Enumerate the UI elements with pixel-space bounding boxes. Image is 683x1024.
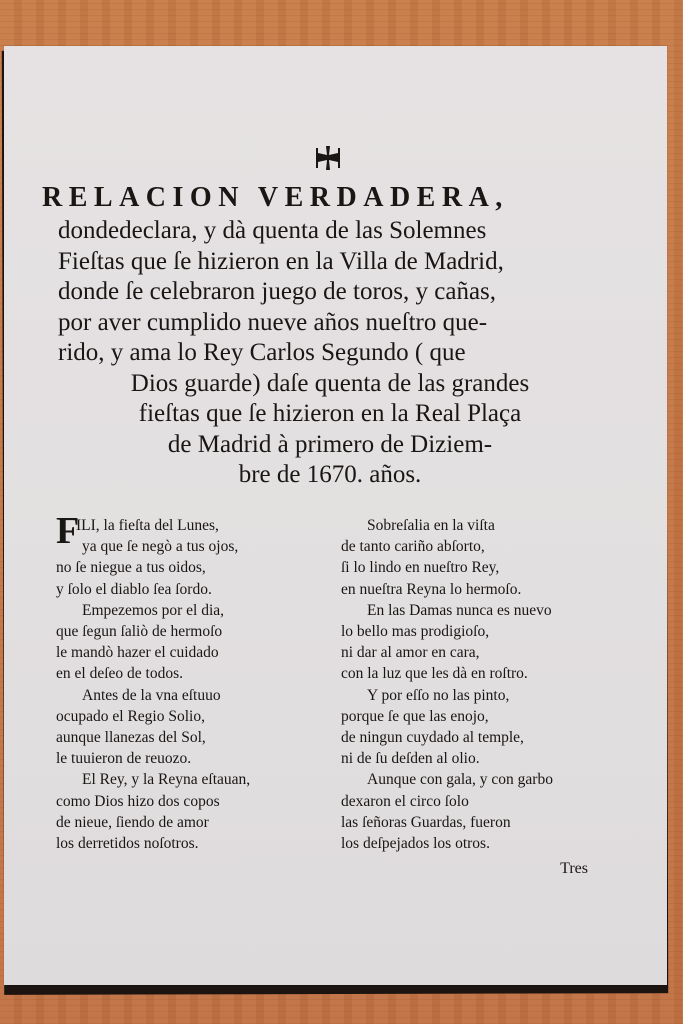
title-block: [40, 180, 620, 491]
title-line-5: rido, y ama lo Rey Carlos Segundo ( que: [58, 339, 466, 366]
left-column: [56, 510, 321, 895]
title-line-4: por aver cumplido nueve años nueſtro que-: [58, 308, 488, 336]
title-line-9: bre de 1670. años.: [238, 461, 422, 488]
verse-line: los derretidos noſotros.: [56, 835, 199, 853]
maltese-cross-icon: [312, 144, 344, 172]
verse-line: y ſolo el diablo ſea ſordo.: [56, 580, 212, 598]
title-line-3: donde ſe celebraron juego de toros, y cañas,: [58, 278, 497, 305]
verse-line: las ſeñoras Guardas, fueron: [341, 813, 511, 831]
verse-line: Y por eſſo no las pinto,: [367, 686, 510, 704]
title-line-2: Fieſtas que ſe hizieron en la Villa de Madrid,: [58, 247, 504, 275]
title-line-8: de Madrid à primero de Diziem-: [167, 430, 493, 458]
title-line-7: fieſtas que ſe hizieron en la Real Plaça: [138, 400, 522, 427]
verse-line: lo bello mas prodigioſo,: [341, 623, 490, 641]
title-line-1: dondedeclara, y dà quenta de las Solemnes: [58, 217, 487, 244]
verse-line: en nueſtra Reyna lo hermoſo.: [341, 580, 522, 598]
catchword: Tres: [560, 860, 588, 878]
verse-line: le mandò hazer el cuidado: [56, 644, 219, 662]
right-column: [341, 515, 596, 895]
verse-line: en el deſeo de todos.: [56, 665, 183, 683]
verse-line: de tanto cariño abſorto,: [341, 538, 485, 556]
verse-columns: [56, 510, 596, 895]
verse-line: ocupado el Regio Solio,: [56, 707, 205, 725]
verse-line: con la luz que les dà en roſtro.: [341, 665, 528, 683]
verse-line: ni dar al amor en cara,: [341, 644, 480, 662]
verse-line: ya que ſe negò a tus ojos,: [82, 538, 239, 556]
title-heading: RELACION VERDADERA,: [42, 182, 509, 213]
verse-line: de nieue, ſiendo de amor: [56, 813, 209, 831]
drop-cap: F: [56, 510, 80, 552]
first-line-text: ILI, la fieſta del Lunes,: [76, 517, 219, 534]
verse-line: ſi lo lindo en nueſtro Rey,: [341, 559, 500, 577]
verse-line: El Rey, y la Reyna eſtauan,: [82, 771, 251, 789]
verse-line: Antes de la vna eſtuuo: [82, 686, 221, 704]
verse-line: Aunque con gala, y con garbo: [367, 771, 553, 789]
verse-line: aunque llanezas del Sol,: [56, 729, 206, 747]
title-line-6: Dios guarde) daſe quenta de las grandes: [130, 369, 530, 397]
verse-line: dexaron el circo ſolo: [341, 792, 469, 810]
verse-line: ni de ſu deſden al olio.: [341, 750, 480, 768]
verse-line: porque ſe que las enojo,: [341, 707, 489, 725]
verse-line: como Dios hizo dos copos: [56, 792, 220, 810]
verse-line: no ſe niegue a tus oidos,: [56, 559, 206, 577]
verse-line: que ſegun ſaliò de hermoſo: [56, 623, 223, 641]
verse-line: de ningun cuydado al temple,: [341, 729, 524, 747]
verse-line: los deſpejados los otros.: [341, 835, 490, 853]
verse-line: En las Damas nunca es nuevo: [367, 601, 552, 619]
verse-line: le tuuieron de reuozo.: [56, 750, 192, 768]
verse-line: Sobreſalia en la viſta: [367, 517, 495, 534]
verse-line: Empezemos por el dia,: [82, 601, 225, 619]
